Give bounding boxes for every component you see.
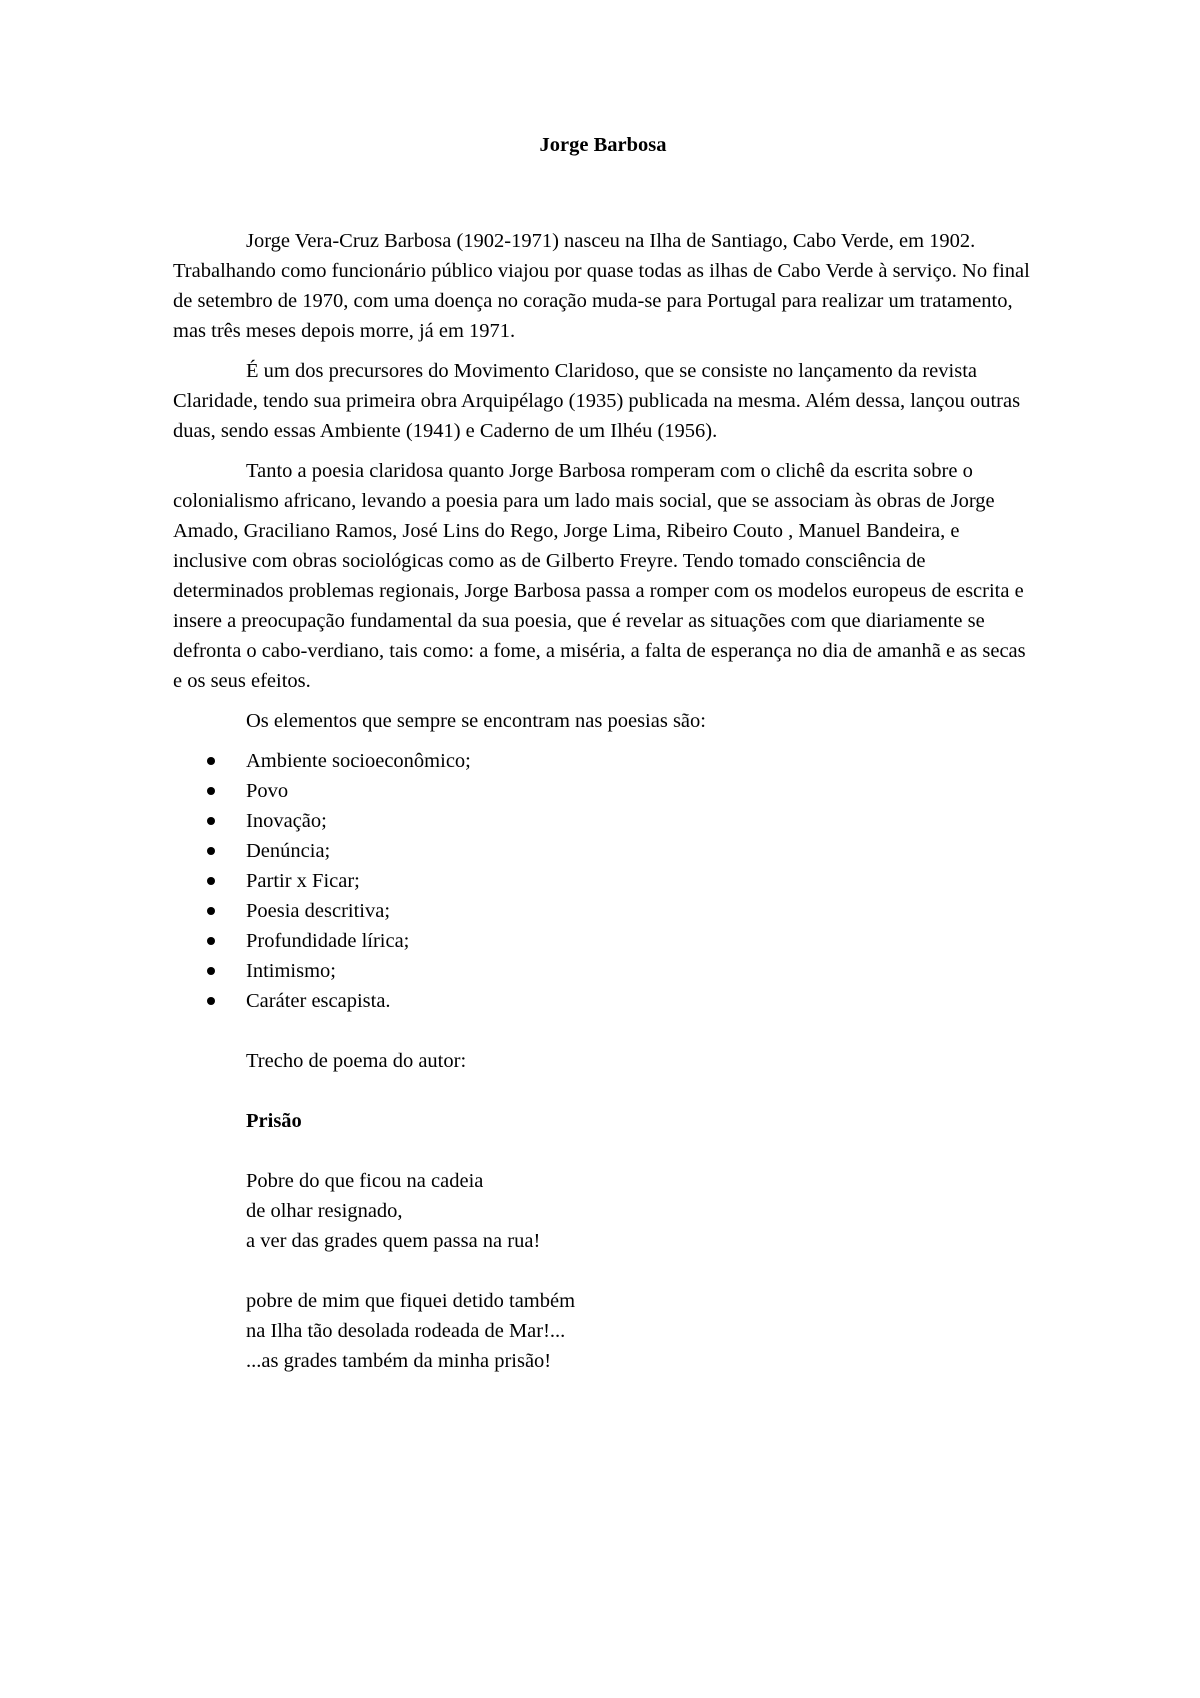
list-item [173, 806, 1033, 836]
excerpt-label: Trecho de poema do autor: [246, 1050, 467, 1072]
list-item-text: Profundidade lírica; [246, 930, 410, 952]
poem-title: Prisão [246, 1110, 302, 1132]
bullet-icon [207, 757, 215, 765]
document-page [173, 130, 1033, 1376]
list-item [173, 746, 1033, 776]
list-item-text: Partir x Ficar; [246, 870, 360, 892]
bullet-icon [207, 787, 215, 795]
bullet-icon [207, 937, 215, 945]
bullet-icon [207, 967, 215, 975]
bullet-icon [207, 847, 215, 855]
poem-line: a ver das grades quem passa na rua! [246, 1230, 541, 1252]
bullet-icon [207, 907, 215, 915]
poem-line: na Ilha tão desolada rodeada de Mar!... [246, 1320, 566, 1342]
poem-stanza-1 [246, 1166, 1033, 1256]
list-item [173, 956, 1033, 986]
list-item [173, 836, 1033, 866]
poem-stanza-2 [246, 1286, 1033, 1376]
list-item-text: Intimismo; [246, 960, 336, 982]
document-title: Jorge Barbosa [539, 134, 667, 156]
bullet-icon [207, 997, 215, 1005]
list-item [173, 896, 1033, 926]
poem-line: de olhar resignado, [246, 1200, 403, 1222]
poem-line: ...as grades também da minha prisão! [246, 1350, 552, 1372]
list-item [173, 866, 1033, 896]
list-item-text: Ambiente socioeconômico; [246, 750, 471, 772]
list-item [173, 776, 1033, 806]
bullet-icon [207, 877, 215, 885]
list-item [173, 986, 1033, 1016]
poem-line: Pobre do que ficou na cadeia [246, 1170, 484, 1192]
list-item [173, 926, 1033, 956]
poem-line: pobre de mim que fiquei detido também [246, 1290, 576, 1312]
bullet-icon [207, 817, 215, 825]
list-item-text: Caráter escapista. [246, 990, 391, 1012]
list-item-text: Poesia descritiva; [246, 900, 391, 922]
paragraph-elements-intro: Os elementos que sempre se encontram nas poesias são: [246, 710, 706, 732]
elements-list [173, 746, 1033, 1016]
paragraph-claridoso: É um dos precursores do Movimento Claridoso, que se consiste no lançamento da revista Claridade, tendo sua primeira obra Arquipélago (1935) publicada na mesma. Além dessa, lançou outras duas, sendo essas Ambiente (1941) e Caderno de um Ilhéu (1956). [173, 360, 1021, 442]
paragraph-poetry-style: Tanto a poesia claridosa quanto Jorge Barbosa romperam com o clichê da escrita sobre o colonialismo africano, levando a poesia para um lado mais social, que se associam às obras de Jorge Amado, Graciliano Ramos, José Lins do Rego, Jorge Lima, Ribeiro Couto , Manuel Bandeira, e inclusive com obras sociológicas como as de Gilberto Freyre. Tendo tomado consciência de determinados problemas regionais, Jorge Barbosa passa a romper com os modelos europeus de escrita e insere a preocupação fundamental da sua poesia, que é revelar as situações com que diariamente se defronta o cabo-verdiano, tais como: a fome, a miséria, a falta de esperança no dia de amanhã e as secas e os seus efeitos. [173, 460, 1026, 692]
list-item-text: Denúncia; [246, 840, 331, 862]
list-item-text: Inovação; [246, 810, 327, 832]
list-item-text: Povo [246, 780, 289, 802]
paragraph-biography: Jorge Vera-Cruz Barbosa (1902-1971) nasceu na Ilha de Santiago, Cabo Verde, em 1902. Trabalhando como funcionário público viajou por quase todas as ilhas de Cabo Verde à serviço. No final de setembro de 1970, com uma doença no coração muda-se para Portugal para realizar um tratamento, mas três meses depois morre, já em 1971. [173, 230, 1030, 342]
